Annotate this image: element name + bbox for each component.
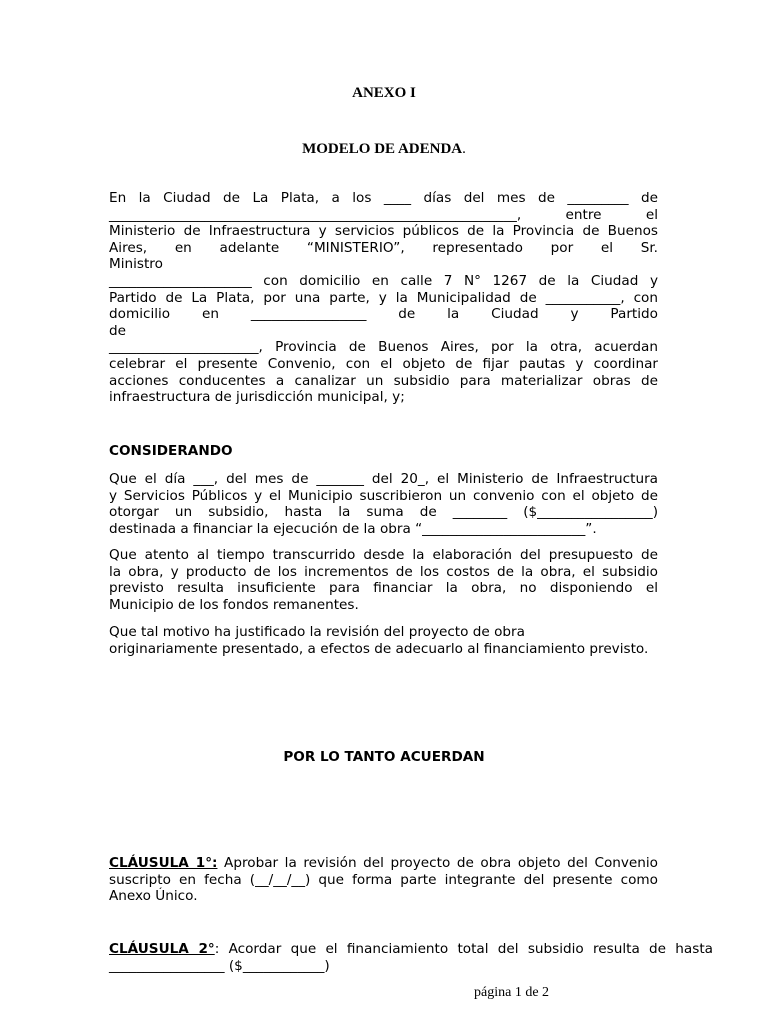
clausula-1-text: ) que forma parte integrante del presente como [305, 871, 658, 888]
clausula-1-line [109, 872, 658, 889]
subtitle-text: MODELO DE ADENDA [302, 141, 463, 157]
considerando-line: destinada a financiar la ejecución de la obra “________________________”. [109, 520, 597, 537]
intro-line: En la Ciudad de La Plata, a los ____ días del mes de _________ de [109, 190, 658, 206]
intro-line: ______________________, Provincia de Buenos Aires, por la otra, acuerdan [109, 339, 658, 356]
clausula-2-line: _________________ ($____________) [109, 957, 330, 974]
intro-line: de [109, 322, 126, 339]
clausula-2-label: CLÁUSULA 2° [109, 941, 215, 957]
considerando-paragraph-2 [109, 547, 658, 613]
clausula-1-text: Aprobar la revisión del proyecto de obra objeto del Convenio [217, 855, 658, 871]
intro-line: Aires, en adelante “MINISTERIO”, representado por el Sr. [109, 239, 658, 256]
intro-line: Ministro [109, 256, 163, 273]
clausula-1-line: Anexo Único. [109, 888, 198, 905]
intro-line: domicilio en _________________ de la Ciudad y Partido [109, 306, 658, 323]
clausula-2-line [109, 941, 713, 958]
page-number: página 1 de 2 [474, 985, 550, 1000]
considerando-line: Que tal motivo ha justificado la revisión del proyecto de obra [109, 624, 525, 640]
considerando-paragraph-3 [109, 624, 675, 657]
clausula-1-date: __/__/__ [255, 871, 306, 888]
considerando-heading: CONSIDERANDO [109, 443, 233, 459]
considerando-line: otorgar un subsidio, hasta la suma de ________ ($_________________) [109, 504, 658, 521]
considerando-line: Que el día ___, del mes de _______ del 20_, el Ministerio de Infraestructura [109, 471, 658, 487]
intro-line: _____________________ con domicilio en calle 7 N° 1267 de la Ciudad y [109, 272, 658, 289]
intro-line: acciones conducentes a canalizar un subsidio para materializar obras de [109, 372, 658, 389]
considerando-line: Que atento al tiempo transcurrido desde la elaboración del presupuesto de [109, 547, 658, 563]
intro-line: Ministerio de Infraestructura y servicios públicos de la Provincia de Buenos [109, 223, 658, 240]
intro-line: celebrar el presente Convenio, con el objeto de fijar pautas y coordinar [109, 355, 658, 372]
clausula-1-text: suscripto en fecha ( [109, 871, 256, 888]
clausula-1-label: CLÁUSULA 1°: [109, 855, 218, 871]
considerando-line: originariamente presentado, a efectos de adecuarlo al financiamiento previsto. [109, 640, 649, 657]
clausula-2 [109, 941, 713, 974]
clausula-1-line [109, 855, 658, 872]
intro-paragraph [109, 190, 658, 406]
intro-line: Partido de La Plata, por una parte, y la Municipalidad de ___________, con [109, 289, 658, 306]
considerando-line: la obra, y producto de los incrementos de los costos de la obra, el subsidio [109, 563, 658, 580]
clausula-1 [109, 855, 658, 905]
considerando-paragraph-1 [109, 471, 658, 537]
considerando-line: y Servicios Públicos y el Municipio suscribieron un convenio con el objeto de [109, 487, 658, 504]
clausula-2-colon: : [214, 941, 220, 957]
acuerdan-heading: POR LO TANTO ACUERDAN [283, 749, 485, 765]
considerando-line: Municipio de los fondos remanentes. [109, 596, 359, 613]
annex-title: ANEXO I [352, 85, 416, 101]
clausula-2-text: Acordar que el financiamiento total del subsidio resulta de hasta [219, 941, 713, 957]
intro-line: infraestructura de jurisdicción municipal, y; [109, 389, 405, 406]
document-subtitle [0, 141, 768, 158]
subtitle-period: . [462, 141, 466, 157]
considerando-line: previsto resulta insuficiente para financiar la obra, no disponiendo el [109, 580, 658, 597]
intro-line: ____________________________________________________________, entre el [109, 206, 658, 223]
